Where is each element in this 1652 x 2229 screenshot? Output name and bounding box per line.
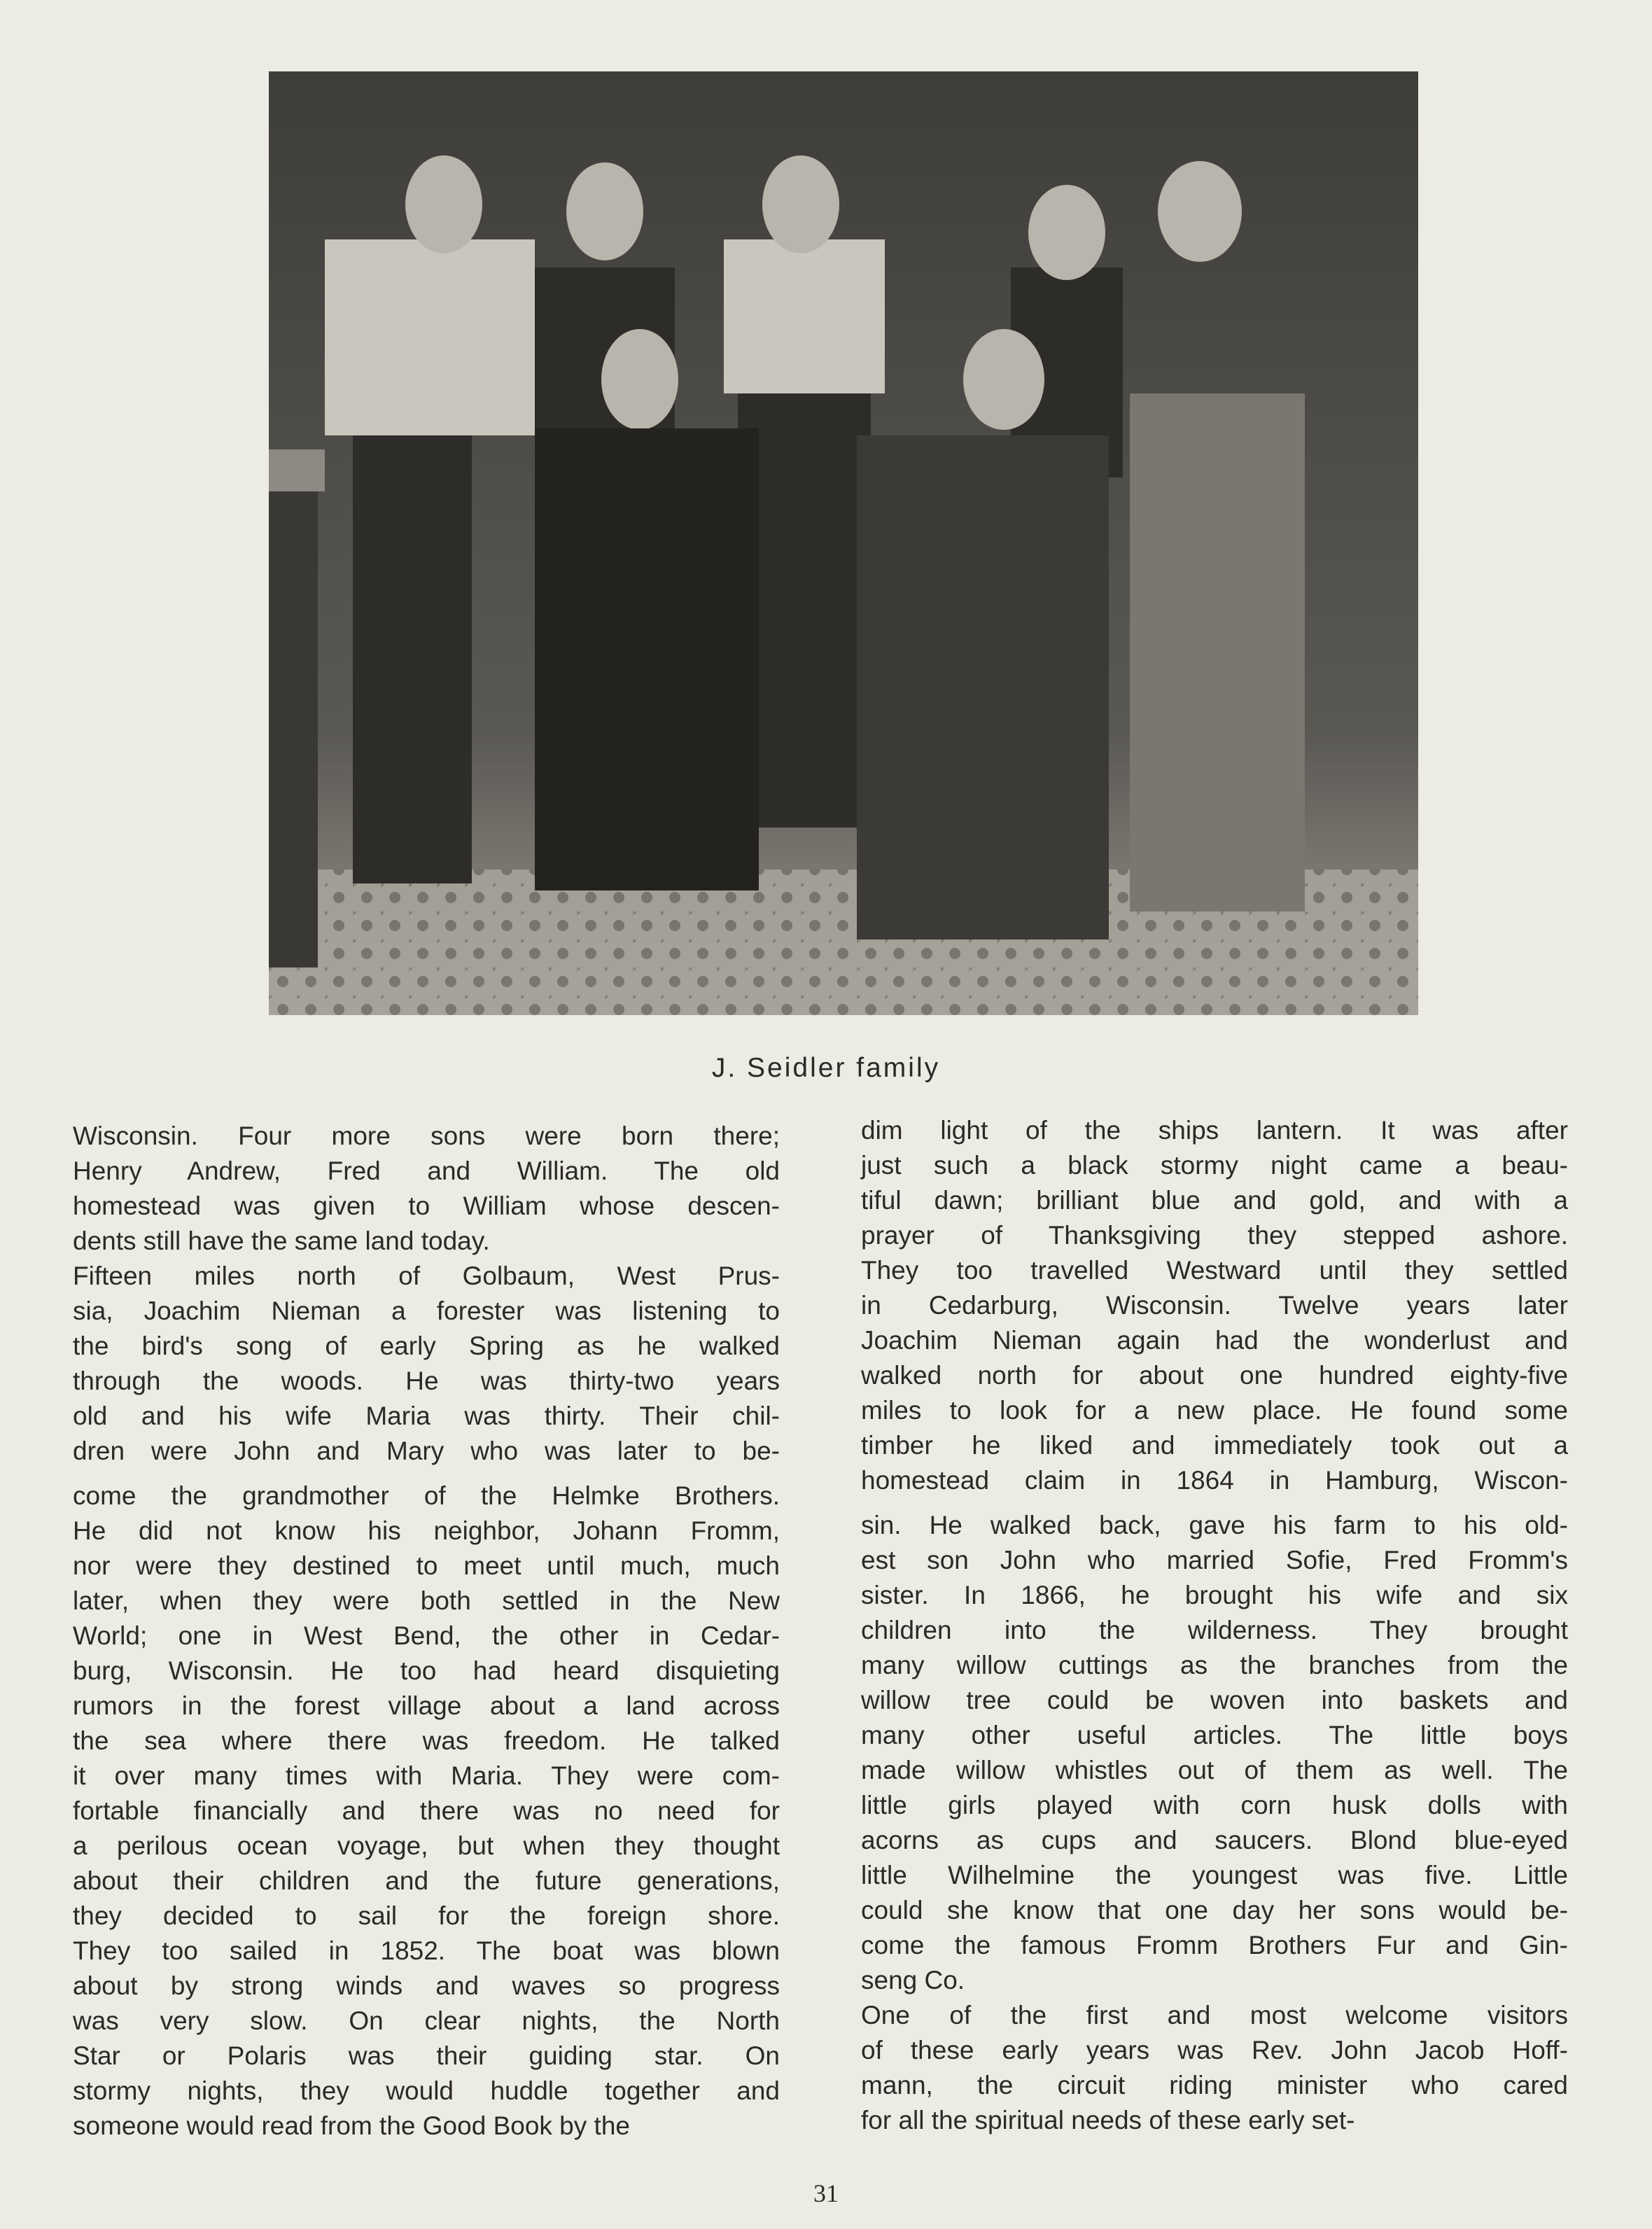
text-line: little Wilhelmine the youngest was five. Little xyxy=(861,1861,1568,1889)
text-line: about by strong winds and waves so progress xyxy=(73,1971,780,2000)
text-line: made willow whistles out of them as well. The xyxy=(861,1756,1568,1784)
text-line: sia, Joachim Nieman a forester was listening to xyxy=(73,1297,780,1325)
text-line: dren were John and Mary who was later to be- xyxy=(73,1437,780,1465)
text-line: stormy nights, they would huddle together and xyxy=(73,2076,780,2105)
text-line: burg, Wisconsin. He too had heard disquieting xyxy=(73,1656,780,1685)
text-line: through the woods. He was thirty-two years xyxy=(73,1367,780,1395)
family-photograph xyxy=(269,71,1418,1015)
text-line: They too travelled Westward until they settled xyxy=(861,1256,1568,1285)
text-line: World; one in West Bend, the other in Cedar- xyxy=(73,1621,780,1650)
text-line: the sea where there was freedom. He talked xyxy=(73,1726,780,1755)
text-line: est son John who married Sofie, Fred Fromm's xyxy=(861,1546,1568,1574)
text-line: Fifteen miles north of Golbaum, West Prus- xyxy=(73,1262,780,1290)
text-line: the bird's song of early Spring as he walked xyxy=(73,1332,780,1360)
text-line: dents still have the same land today. xyxy=(73,1227,490,1255)
text-line: they decided to sail for the foreign shore. xyxy=(73,1901,780,1930)
text-line: just such a black stormy night came a beau- xyxy=(861,1151,1568,1180)
photo-caption: J. Seidler family xyxy=(711,1053,941,1083)
left-text-column xyxy=(73,1119,780,2144)
text-line: homestead claim in 1864 in Hamburg, Wiscon- xyxy=(861,1466,1568,1495)
text-line: many willow cuttings as the branches from the xyxy=(861,1651,1568,1679)
text-line: old and his wife Maria was thirty. Their chil- xyxy=(73,1402,780,1430)
text-line: children into the wilderness. They brought xyxy=(861,1616,1568,1644)
text-line: of these early years was Rev. John Jacob Hoff- xyxy=(861,2036,1568,2064)
text-line: sin. He walked back, gave his farm to his old- xyxy=(861,1511,1568,1539)
text-line: mann, the circuit riding minister who cared xyxy=(861,2071,1568,2099)
text-line: homestead was given to William whose descen- xyxy=(73,1192,780,1220)
text-line: fortable financially and there was no need for xyxy=(73,1796,780,1825)
text-line: dim light of the ships lantern. It was after xyxy=(861,1116,1568,1145)
text-line: miles to look for a new place. He found some xyxy=(861,1396,1568,1425)
text-line: it over many times with Maria. They were com- xyxy=(73,1761,780,1790)
text-line: later, when they were both settled in the New xyxy=(73,1586,780,1615)
text-line: rumors in the forest village about a land across xyxy=(73,1691,780,1720)
text-line: was very slow. On clear nights, the North xyxy=(73,2006,780,2035)
text-line: acorns as cups and saucers. Blond blue-eyed xyxy=(861,1826,1568,1854)
text-line: could she know that one day her sons would be- xyxy=(861,1896,1568,1924)
text-line: They too sailed in 1852. The boat was blown xyxy=(73,1936,780,1965)
family-photo-illustration xyxy=(269,71,1418,1015)
text-line: for all the spiritual needs of these early set- xyxy=(861,2106,1355,2134)
text-line: walked north for about one hundred eighty-five xyxy=(861,1361,1568,1390)
text-line: sister. In 1866, he brought his wife and six xyxy=(861,1581,1568,1609)
text-line: about their children and the future generations, xyxy=(73,1866,780,1895)
text-line: someone would read from the Good Book by the xyxy=(73,2111,630,2140)
text-line: prayer of Thanksgiving they stepped ashore. xyxy=(861,1221,1568,1250)
text-line: in Cedarburg, Wisconsin. Twelve years later xyxy=(861,1291,1568,1320)
text-line: come the famous Fromm Brothers Fur and Gin- xyxy=(861,1931,1568,1959)
page-number: 31 xyxy=(813,2179,839,2207)
text-line: little girls played with corn husk dolls with xyxy=(861,1791,1568,1819)
text-line: tiful dawn; brilliant blue and gold, and with a xyxy=(861,1186,1568,1215)
text-line: come the grandmother of the Helmke Brothers. xyxy=(73,1481,780,1510)
text-line: seng Co. xyxy=(861,1966,965,1994)
text-line: Henry Andrew, Fred and William. The old xyxy=(73,1157,780,1185)
text-line: Wisconsin. Four more sons were born there; xyxy=(73,1122,780,1150)
text-line: a perilous ocean voyage, but when they thought xyxy=(73,1831,780,1860)
text-line: Joachim Nieman again had the wonderlust and xyxy=(861,1326,1568,1355)
text-line: He did not know his neighbor, Johann Fromm, xyxy=(73,1516,780,1545)
text-line: willow tree could be woven into baskets and xyxy=(861,1686,1568,1714)
right-text-column xyxy=(861,1113,1568,2138)
text-line: nor were they destined to meet until much, much xyxy=(73,1551,780,1580)
text-line: One of the first and most welcome visitors xyxy=(861,2001,1568,2029)
text-line: timber he liked and immediately took out a xyxy=(861,1431,1568,1460)
text-line: many other useful articles. The little boys xyxy=(861,1721,1568,1749)
text-line: Star or Polaris was their guiding star. On xyxy=(73,2041,780,2070)
